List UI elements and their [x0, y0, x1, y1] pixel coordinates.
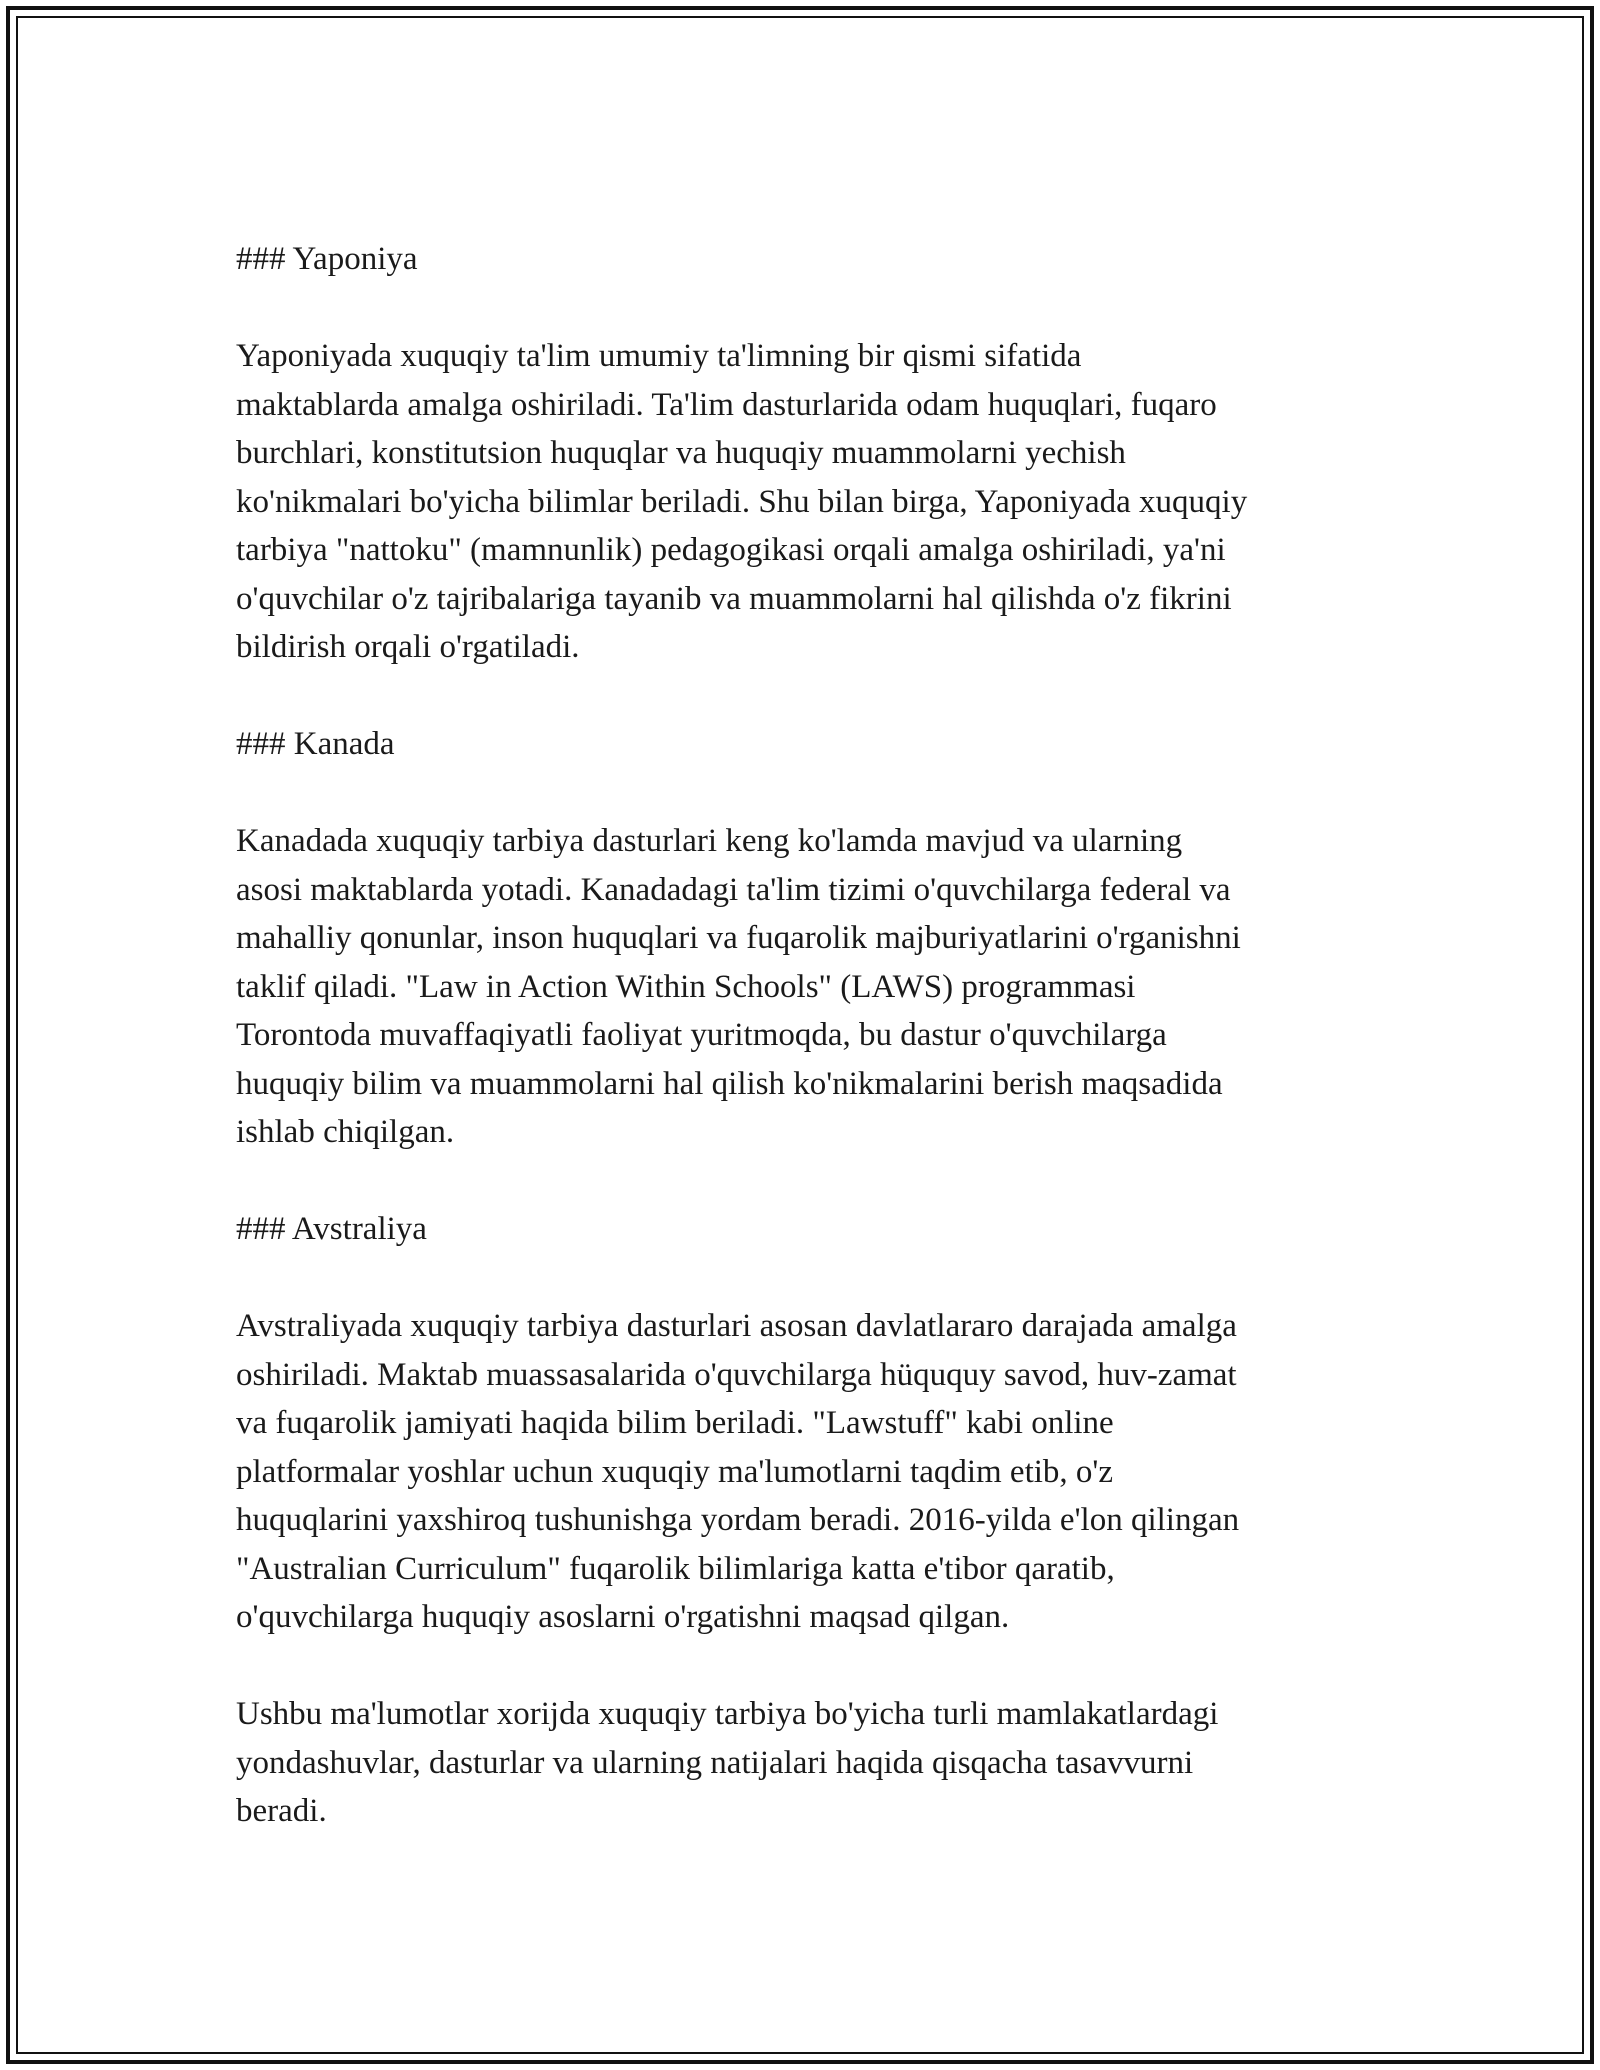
paragraph-line: Avstraliyada xuquqiy tarbiya dasturlari asosan davlatlararo darajada amalga [236, 1308, 1237, 1344]
paragraph-line: Yaponiyada xuquqiy ta'lim umumiy ta'limning bir qismi sifatida [236, 338, 1082, 374]
section-avstraliya [236, 1205, 1386, 1642]
paragraph-line: beradi. [236, 1793, 327, 1829]
paragraph-line: taklif qiladi. "Law in Action Within Schools" (LAWS) programmasi [236, 968, 1136, 1005]
paragraph-line: Torontoda muvaffaqiyatli faoliyat yuritmoqda, bu dastur o'quvchilarga [236, 1017, 1167, 1053]
paragraph-line: o'quvchilarga huquqiy asoslarni o'rgatishni maqsad qilgan. [236, 1599, 1010, 1635]
paragraph-line: Ushbu ma'lumotlar xorijda xuquqiy tarbiya bo'yicha turli mamlakatlardagi [236, 1696, 1219, 1732]
paragraph-line: ko'nikmalari bo'yicha bilimlar beriladi. Shu bilan birga, Yaponiyada xuquqiy [236, 483, 1248, 520]
paragraph-line: "Australian Curriculum" fuqarolik bilimlariga katta e'tibor qaratib, [236, 1550, 1115, 1587]
paragraph-line: mahalliy qonunlar, inson huquqlari va fuqarolik majburiyatlarini o'rganishni [236, 920, 1241, 956]
document-body [236, 235, 1386, 1836]
paragraph-line: huquqiy bilim va muammolarni hal qilish ko'nikmalarini berish maqsadida [236, 1065, 1223, 1102]
section-heading: ### Yaponiya [236, 241, 418, 277]
paragraph-line: o'quvchilar o'z tajribalariga tayanib va muammolarni hal qilishda o'z fikrini [236, 580, 1232, 617]
closing-paragraph [236, 1690, 1386, 1836]
paragraph-line: oshiriladi. Maktab muassasalarida o'quvchilarga hüququy savod, huv-zamat [236, 1356, 1237, 1393]
section-yaponiya [236, 235, 1386, 672]
paragraph-line: maktablarda amalga oshiriladi. Ta'lim dasturlarida odam huquqlari, fuqaro [236, 386, 1217, 423]
paragraph-line: bildirish orqali o'rgatiladi. [236, 629, 580, 665]
paragraph-line: ishlab chiqilgan. [236, 1114, 455, 1150]
paragraph-line: va fuqarolik jamiyati haqida bilim beriladi. "Lawstuff" kabi online [236, 1405, 1114, 1441]
section-paragraph [236, 817, 1386, 1157]
section-heading: ### Avstraliya [236, 1211, 427, 1247]
section-paragraph [236, 332, 1386, 672]
paragraph-line: platformalar yoshlar uchun xuquqiy ma'lumotlarni taqdim etib, o'z [236, 1453, 1114, 1490]
paragraph-line: huquqlarini yaxshiroq tushunishga yordam beradi. 2016-yilda e'lon qilingan [236, 1502, 1240, 1538]
paragraph-line: tarbiya "nattoku" (mamnunlik) pedagogikasi orqali amalga oshiriladi, ya'ni [236, 532, 1226, 568]
section-paragraph [236, 1302, 1386, 1642]
paragraph-line: asosi maktablarda yotadi. Kanadadagi ta'lim tizimi o'quvchilarga federal va [236, 871, 1231, 908]
section-heading: ### Kanada [236, 726, 395, 762]
paragraph-line: Kanadada xuquqiy tarbiya dasturlari keng ko'lamda mavjud va ularning [236, 823, 1183, 859]
paragraph-line: burchlari, konstitutsion huquqlar va huquqiy muammolarni yechish [236, 435, 1126, 471]
section-kanada [236, 720, 1386, 1157]
paragraph-line: yondashuvlar, dasturlar va ularning natijalari haqida qisqacha tasavvurni [236, 1744, 1194, 1781]
